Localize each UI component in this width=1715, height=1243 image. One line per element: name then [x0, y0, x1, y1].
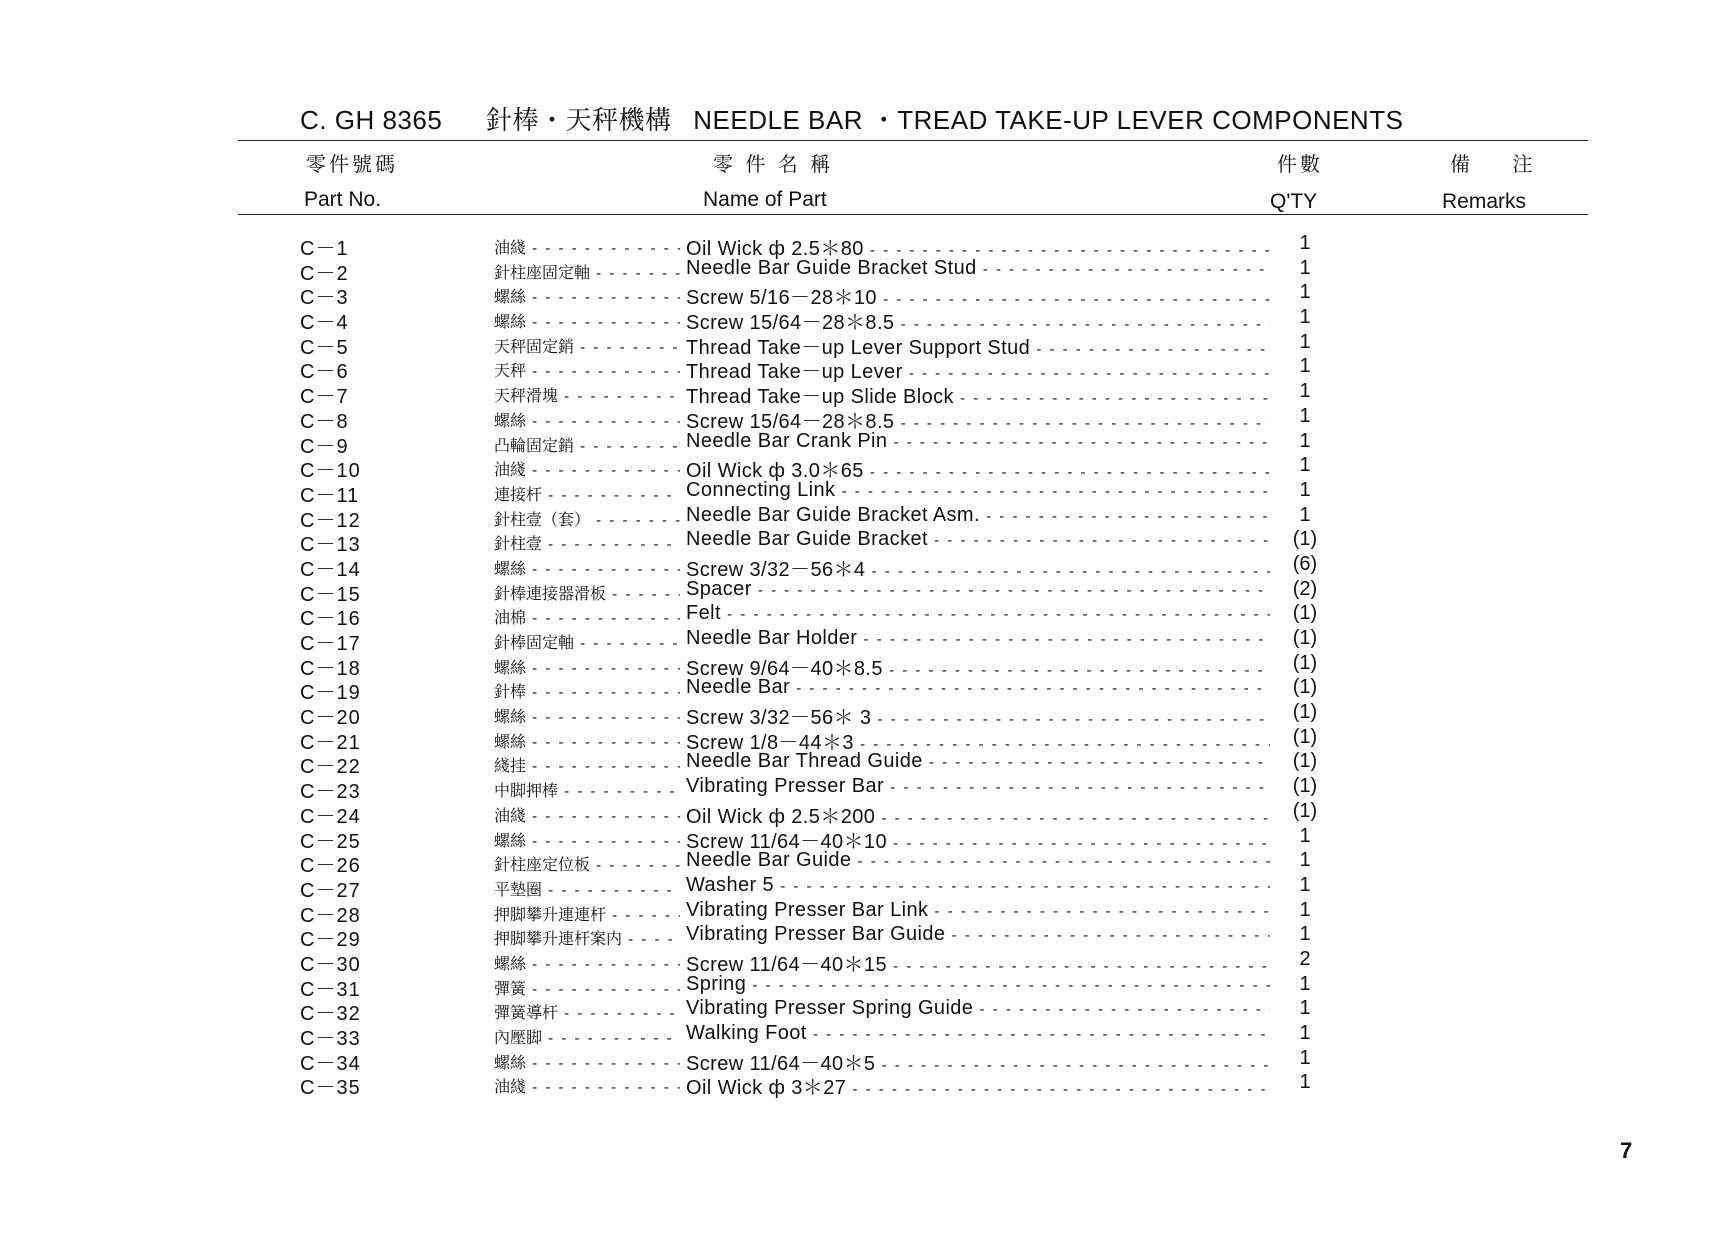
part-name-en: Screw 11/64－40＊10 - - - [686, 825, 1270, 854]
part-qty: 1 [1299, 898, 1311, 921]
part-number: C－11 [300, 484, 360, 507]
part-name-zh: 押脚攀升連杆案内 - - - [494, 926, 680, 949]
part-qty: 1 [1299, 256, 1311, 279]
part-number: C－4 [300, 312, 349, 335]
table-row [0, 627, 1715, 655]
table-row [0, 380, 1715, 409]
part-name-en: Needle Bar - - - [686, 676, 1270, 699]
header-part-no-en: Part No. [304, 188, 382, 211]
part-qty: 1 [1299, 232, 1311, 254]
part-name-en: Spacer - - - [686, 578, 1270, 601]
part-qty: (1) [1292, 528, 1318, 551]
part-number: C－24 [300, 805, 361, 828]
part-name-zh: 螺絲 - - - [494, 704, 680, 727]
part-qty: (1) [1292, 799, 1318, 822]
part-number: C－8 [300, 410, 349, 433]
part-name-en: Oil Wick ф 2.5＊80 - - - [686, 232, 1270, 261]
table-row [0, 528, 1715, 557]
part-number: C－14 [300, 558, 361, 581]
part-name-en: Needle Bar Guide Bracket Stud - - - [686, 257, 1270, 280]
part-number: C－30 [300, 953, 361, 976]
part-number: C－15 [300, 583, 361, 606]
part-number: C－31 [300, 978, 361, 1001]
part-name-zh: 螺絲 - - - [494, 408, 680, 431]
part-name-en: Screw 3/32－56＊4 - - - [686, 553, 1270, 582]
header-name-zh: 零 件 名 稱 [713, 152, 834, 176]
table-row [0, 923, 1715, 952]
page-number: 7 [1620, 1138, 1633, 1163]
part-name-en: Needle Bar Crank Pin - - - [686, 430, 1270, 453]
table-row [0, 651, 1715, 680]
part-number: C－5 [300, 336, 349, 359]
header-remarks-zh: 備 注 [1450, 152, 1551, 176]
part-name-en: Screw 15/64－28＊8.5 - - - [686, 405, 1270, 434]
part-name-zh: 螺絲 - - - [494, 729, 680, 752]
part-name-en: Felt - - - [686, 602, 1270, 625]
title-chinese: 針棒・天秤機構 [486, 106, 672, 136]
part-name-zh: 螺絲 - - - [494, 951, 680, 974]
part-qty: 1 [1299, 281, 1311, 304]
part-name-en: Oil Wick ф 2.5＊200 - - - [686, 800, 1270, 829]
header-top-rule [238, 140, 1588, 141]
part-name-en: Oil Wick ф 3.0＊65 - - - [686, 454, 1270, 483]
part-name-en: Needle Bar Guide Bracket - - - [686, 528, 1270, 551]
table-row [0, 701, 1715, 730]
part-qty: 1 [1299, 454, 1311, 477]
part-name-zh: 螺絲 - - - [494, 828, 680, 851]
part-number: C－23 [300, 781, 361, 804]
table-row [0, 947, 1715, 976]
title-english: NEEDLE BAR ・TREAD TAKE-UP LEVER COMPONENTS [693, 105, 1404, 135]
part-name-en: Screw 9/64－40＊8.5 - - - [686, 652, 1270, 681]
part-qty: 1 [1299, 355, 1311, 378]
part-number: C－29 [300, 929, 361, 952]
table-row [0, 799, 1715, 828]
part-number: C－19 [300, 682, 361, 705]
part-name-zh: 油綫 - - - [494, 457, 680, 480]
part-name-zh: 天秤 - - - [494, 358, 680, 381]
part-name-en: Vibrating Presser Bar - - - [686, 775, 1270, 798]
part-name-zh: 中脚押棒 - - - [494, 778, 680, 801]
table-row [0, 1071, 1715, 1100]
part-name-en: Screw 11/64－40＊15 - - - [686, 948, 1270, 977]
part-name-zh: 針棒連接器滑板 - - - [494, 581, 680, 604]
part-qty: 2 [1299, 947, 1311, 970]
part-name-en: Walking Foot - - - [686, 1022, 1270, 1045]
part-name-zh: 針柱座定位板 - - - [494, 852, 680, 875]
part-number: C－2 [300, 262, 349, 285]
part-qty: (1) [1292, 602, 1318, 625]
part-qty: 1 [1299, 404, 1311, 427]
table-row [0, 429, 1715, 458]
part-name-en: Needle Bar Guide Bracket Asm. - - - [686, 504, 1270, 527]
part-qty: 1 [1299, 330, 1311, 353]
part-name-en: Screw 15/64－28＊8.5 - - - [686, 306, 1270, 335]
part-number: C－9 [300, 435, 349, 458]
part-name-zh: 綫挂 - - - [494, 753, 680, 776]
part-number: C－1 [300, 238, 349, 260]
part-qty: (2) [1292, 577, 1318, 600]
header-bottom-rule [238, 214, 1588, 215]
table-row [0, 577, 1715, 606]
table-row [0, 602, 1715, 631]
part-number: C－12 [300, 509, 361, 532]
part-name-zh: 螺絲 - - - [494, 284, 680, 307]
part-number: C－6 [300, 361, 349, 384]
table-row [0, 873, 1715, 902]
part-qty: 1 [1299, 1046, 1311, 1069]
part-qty: 1 [1299, 849, 1311, 872]
catalog-code: C. GH 8365 [300, 105, 443, 135]
part-qty: 1 [1299, 824, 1311, 847]
part-name-zh: 平墊圈 - - - [494, 877, 680, 900]
part-name-en: Screw 1/8－44＊3 - - - [686, 726, 1270, 755]
part-qty: (1) [1292, 750, 1318, 773]
part-name-zh: 油綫 - - - [494, 235, 680, 258]
part-number: C－28 [300, 904, 361, 927]
part-qty: 1 [1299, 873, 1311, 896]
part-qty: 1 [1299, 380, 1311, 403]
parts-list [0, 232, 1715, 1100]
part-name-en: Vibrating Presser Spring Guide - - - [686, 997, 1270, 1020]
table-row [0, 750, 1715, 779]
table-row [0, 306, 1715, 335]
part-number: C－34 [300, 1052, 361, 1075]
part-qty: (6) [1292, 552, 1318, 575]
page-title [300, 100, 1403, 137]
part-qty: 1 [1299, 306, 1311, 329]
part-name-zh: 彈簧 - - - [494, 976, 680, 999]
part-name-en: Needle Bar Thread Guide - - - [686, 750, 1270, 773]
part-qty: 1 [1299, 997, 1311, 1020]
part-name-zh: 螺絲 - - - [494, 655, 680, 678]
part-number: C－13 [300, 534, 361, 557]
part-name-en: Thread Take－up Lever Support Stud - - - [686, 331, 1270, 360]
part-name-zh: 油綫 - - - [494, 1074, 680, 1097]
table-row [0, 330, 1715, 359]
part-name-en: Oil Wick ф 3＊27 - - - [686, 1071, 1270, 1100]
header-part-no-zh: 零件號碼 [306, 152, 398, 176]
part-number: C－27 [300, 879, 361, 902]
part-number: C－25 [300, 830, 361, 853]
part-qty: 1 [1299, 972, 1311, 995]
part-qty: 1 [1299, 923, 1311, 946]
part-name-zh: 彈簧導杆 - - - [494, 1000, 680, 1023]
header-remarks-en: Remarks [1442, 190, 1527, 213]
part-number: C－16 [300, 608, 361, 631]
part-name-en: Screw 11/64－40＊5 - - - [686, 1047, 1270, 1076]
part-number: C－20 [300, 707, 361, 730]
table-row [0, 898, 1715, 927]
part-name-en: Connecting Link - - - [686, 479, 1270, 502]
part-number: C－17 [300, 633, 361, 655]
part-name-en: Screw 3/32－56＊ 3 - - - [686, 701, 1270, 730]
part-qty: (1) [1292, 627, 1318, 649]
table-row [0, 454, 1715, 483]
part-qty: 1 [1299, 1022, 1311, 1044]
part-qty: 1 [1299, 503, 1311, 526]
part-name-zh: 油棉 - - - [494, 605, 680, 628]
part-number: C－22 [300, 756, 361, 779]
part-name-zh: 針棒固定軸 - - - [494, 630, 680, 653]
part-qty: (1) [1292, 775, 1318, 798]
part-name-en: Spring - - - [686, 973, 1270, 996]
table-row [0, 1046, 1715, 1075]
part-number: C－33 [300, 1028, 361, 1050]
table-row [0, 503, 1715, 532]
part-qty: (1) [1292, 701, 1318, 724]
part-qty: (1) [1292, 651, 1318, 674]
part-name-zh: 天秤滑塊 - - - [494, 383, 680, 406]
table-row [0, 849, 1715, 878]
part-number: C－21 [300, 731, 361, 754]
table-row [0, 478, 1715, 507]
part-name-en: Vibrating Presser Bar Link - - - [686, 899, 1270, 922]
part-name-zh: 螺絲 - - - [494, 556, 680, 579]
part-name-zh: 凸輪固定銷 - - - [494, 433, 680, 456]
part-name-en: Needle Bar Holder - - - [686, 627, 1270, 650]
part-qty: 1 [1299, 1071, 1311, 1094]
part-name-en: Thread Take－up Slide Block - - - [686, 380, 1270, 409]
part-name-en: Thread Take－up Lever - - - [686, 355, 1270, 384]
table-row [0, 281, 1715, 310]
table-row [0, 404, 1715, 433]
table-row [0, 1022, 1715, 1050]
header-name-en: Name of Part [703, 188, 827, 211]
part-name-zh: 針柱壹 - - - [494, 531, 680, 554]
table-row [0, 725, 1715, 754]
part-name-zh: 油綫 - - - [494, 803, 680, 826]
part-name-zh: 連接杆 - - - [494, 482, 680, 505]
part-name-zh: 螺絲 - - - [494, 309, 680, 332]
part-name-zh: 針柱座固定軸 - - - [494, 260, 680, 283]
part-number: C－35 [300, 1077, 361, 1100]
part-name-zh: 針柱壹（套） - - - [494, 507, 680, 530]
part-qty: (1) [1292, 725, 1318, 748]
part-name-en: Screw 5/16－28＊10 - - - [686, 281, 1270, 310]
part-number: C－10 [300, 460, 361, 483]
part-number: C－18 [300, 657, 361, 680]
part-qty: 1 [1299, 478, 1311, 501]
table-row [0, 972, 1715, 1001]
part-qty: (1) [1292, 676, 1318, 699]
header-qty-zh: 件數 [1277, 152, 1323, 176]
part-name-zh: 螺絲 - - - [494, 1050, 680, 1073]
table-row [0, 256, 1715, 285]
part-name-en: Vibrating Presser Bar Guide - - - [686, 923, 1270, 946]
table-row [0, 676, 1715, 705]
table-row [0, 552, 1715, 581]
part-name-zh: 內壓脚 - - - [494, 1025, 680, 1048]
part-number: C－32 [300, 1003, 361, 1026]
part-number: C－7 [300, 386, 349, 409]
part-name-zh: 天秤固定銷 - - - [494, 334, 680, 357]
table-row [0, 232, 1715, 260]
table-row [0, 997, 1715, 1026]
part-name-en: Washer 5 - - - [686, 874, 1270, 897]
header-qty-en: Q'TY [1270, 190, 1318, 213]
part-number: C－3 [300, 287, 349, 310]
table-row [0, 355, 1715, 384]
part-name-en: Needle Bar Guide - - - [686, 849, 1270, 872]
table-row [0, 775, 1715, 804]
part-number: C－26 [300, 855, 361, 878]
part-qty: 1 [1299, 429, 1311, 452]
part-name-zh: 針棒 - - - [494, 679, 680, 702]
table-row [0, 824, 1715, 853]
part-name-zh: 押脚攀升連連杆 - - - [494, 902, 680, 925]
